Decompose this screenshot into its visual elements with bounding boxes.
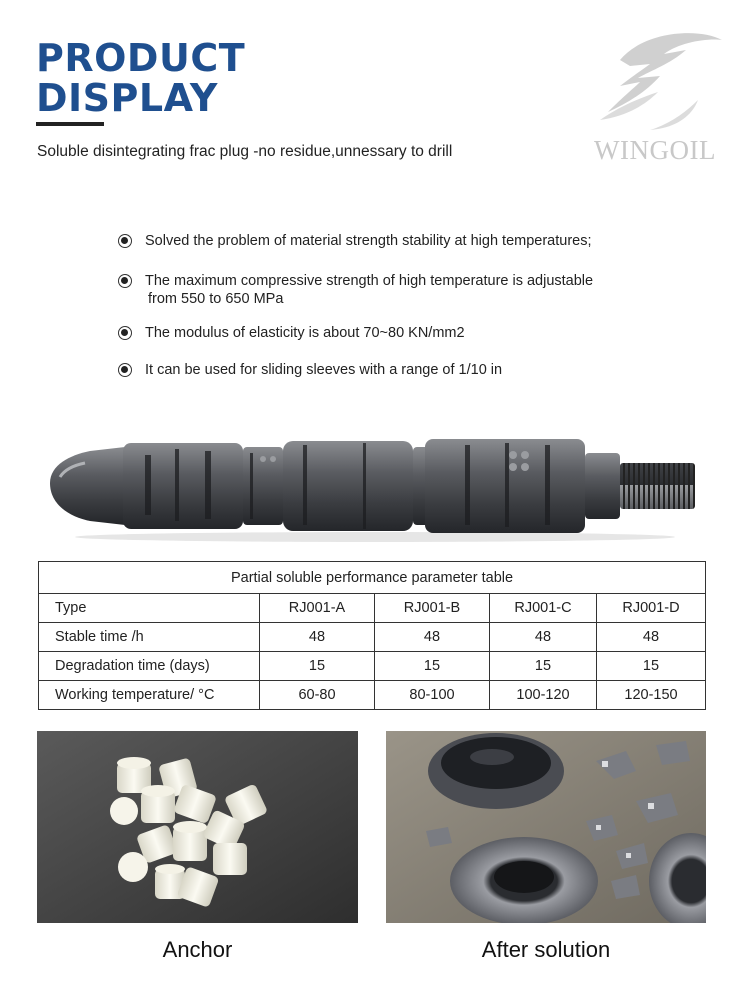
feature-text: Solved the problem of material strength stability at high temperatures; (145, 233, 592, 249)
feature-text: The maximum compressive strength of high temperature is adjustable (145, 273, 594, 289)
table-row (39, 652, 706, 681)
table-cell: 15 (260, 652, 375, 681)
table-cell: 120-150 (597, 681, 706, 710)
row-label: Degradation time (days) (39, 652, 260, 681)
anchor-caption: Anchor (162, 937, 233, 962)
anchor-photo (37, 731, 358, 923)
table-caption-row (39, 562, 706, 594)
table-cell: 15 (375, 652, 490, 681)
table-cell: 48 (597, 623, 706, 652)
feature-item (118, 232, 678, 250)
table-cell: RJ001-A (260, 594, 375, 623)
after-solution-caption: After solution (481, 937, 611, 962)
bullet-icon (118, 363, 132, 377)
after-solution-photo (386, 731, 706, 923)
table-cell: 15 (490, 652, 597, 681)
table-cell: 48 (490, 623, 597, 652)
feature-item (118, 272, 678, 308)
row-label: Stable time /h (39, 623, 260, 652)
feature-item (118, 361, 678, 379)
feature-text: The modulus of elasticity is about 70~80 KN/mm2 (145, 325, 465, 341)
table-cell: 48 (375, 623, 490, 652)
table-row (39, 623, 706, 652)
bullet-icon (118, 234, 132, 248)
table-cell: RJ001-C (490, 594, 597, 623)
bullet-icon (118, 326, 132, 340)
title-underline (36, 122, 104, 126)
logo-text: WINGOIL (594, 135, 716, 165)
row-label: Type (39, 594, 260, 623)
row-label: Working temperature/ °C (39, 681, 260, 710)
parameter-table (38, 561, 706, 710)
title-line-2: DISPLAY (36, 76, 218, 120)
table-cell: RJ001-B (375, 594, 490, 623)
frac-plug-image (45, 425, 700, 545)
title-line-1: PRODUCT (36, 36, 246, 80)
table-cell: 48 (260, 623, 375, 652)
table-row (39, 681, 706, 710)
table-cell: 100-120 (490, 681, 597, 710)
feature-text: It can be used for sliding sleeves with a range of 1/10 in (145, 362, 503, 378)
bullet-icon (118, 274, 132, 288)
table-cell: 80-100 (375, 681, 490, 710)
page-title (36, 38, 245, 118)
table-cell: RJ001-D (597, 594, 706, 623)
feature-item (118, 324, 678, 342)
table-cell: 15 (597, 652, 706, 681)
feature-text-continued: from 550 to 650 MPa (148, 291, 284, 307)
table-caption: Partial soluble performance parameter table (39, 562, 706, 594)
subtitle: Soluble disintegrating frac plug -no residue,unnessary to drill (37, 143, 453, 160)
table-row (39, 594, 706, 623)
table-cell: 60-80 (260, 681, 375, 710)
